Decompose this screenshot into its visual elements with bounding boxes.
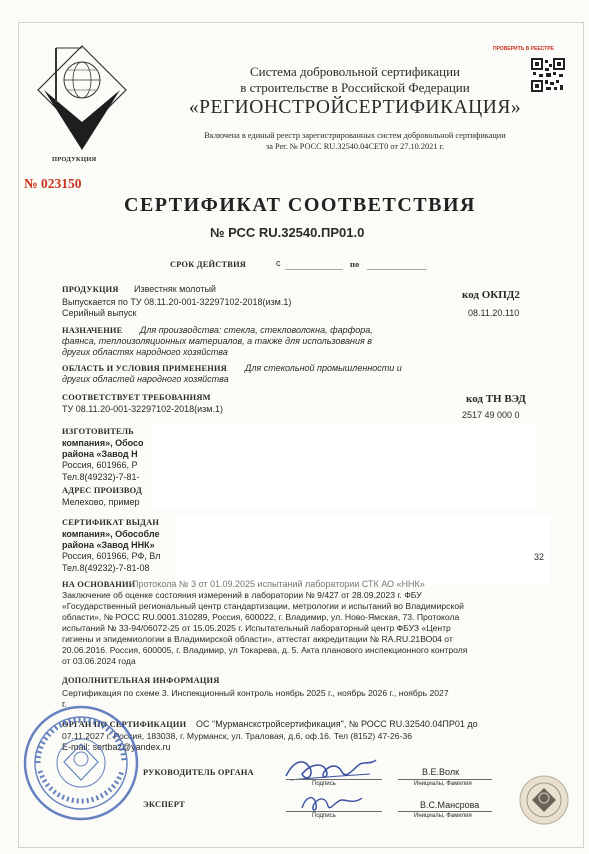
system-line-1: Система добровольной сертификации [250,64,460,79]
house-globe-logo [36,42,128,154]
purpose-line-3: других областях народного хозяйства [62,347,228,357]
certificate-number: № РСС RU.32540.ПР01.0 [210,225,365,240]
expert-name: В.С.Мансрова [420,800,480,810]
product-value: Известняк молотый [134,284,216,294]
form-number: № 023150 [24,176,82,191]
logo-caption: ПРОДУКЦИЯ [52,156,97,163]
head-sign-line [286,779,382,780]
registry-line-1: Включена в единый реестр зарегистрированных систем добровольной сертификации [204,131,506,140]
purpose-label: НАЗНАЧЕНИЕ [62,326,123,335]
body-line-3: E-mail: sertbaz@yandex.ru [62,742,171,752]
purpose-line-2: фаянса, теплоизоляционных материалов, а также для использования в [62,336,373,346]
head-initials-caption: Инициалы, Фамилия [414,781,472,787]
validity-label: СРОК ДЕЙСТВИЯ [170,260,247,269]
issued-to-line-1: компания», Обособле [62,529,160,539]
okpd-label: код ОКПД2 [462,289,520,301]
hologram-seal [518,774,570,826]
expert-sign-line [286,811,382,812]
requirements-value: ТУ 08.11.20-001-32297102-2018(изм.1) [62,404,223,414]
expert-sign-caption: Подпись [312,813,336,819]
additional-line-1: Сертификация по схеме 3. Инспекционный контроль ноябрь 2025 г., ноябрь 2026 г., ноябрь 2027 [62,688,449,698]
requirements-label: СООТВЕТСТВУЕТ ТРЕБОВАНИЯМ [62,393,211,402]
product-produced: Выпускается по ТУ 08.11.20-001-32297102-2018(изм.1) [62,297,292,307]
body-label: ОРГАН ПО СЕРТИФИКАЦИИ [62,720,187,729]
basis-line-6: гигиены и эпидемиологии в Владимирской области», аттестат аккредитации № RA.RU.21ВО04 от [62,634,453,644]
basis-line-3: «Государственный региональный центр стандартизации, метрологии и испытаний во Владимирской [62,601,464,611]
okpd-value: 08.11.20.110 [468,308,520,318]
scope-label: ОБЛАСТЬ И УСЛОВИЯ ПРИМЕНЕНИЯ [62,364,227,373]
validity-from-line [285,269,343,270]
basis-line-1: Протокола № 3 от 01.09.2025 испытаний лаборатории СТК АО «ННК» [132,579,425,589]
tnved-value: 2517 49 000 0 [462,410,520,420]
validity-to-line [367,269,427,270]
expert-initials-caption: Инициалы, Фамилия [414,813,472,819]
redaction-block-2 [176,515,550,585]
manufacturer-label: ИЗГОТОВИТЕЛЬ [62,427,134,436]
round-seal-stamp [22,704,140,822]
basis-line-4: области», № РОСС RU.0001.310289, Россия, 600022, г. Владимир, ул. Ново-Ямская, 73. Протокола [62,612,460,622]
expert-label: ЭКСПЕРТ [143,800,185,809]
basis-line-8: от 03.06.2024 года [62,656,136,666]
production-address-value: Мелехово, пример [62,497,140,507]
system-name: «РЕГИОНСТРОЙСЕРТИФИКАЦИЯ» [188,97,522,118]
basis-line-2: Заключение об оценке состояния измерений в лаборатории № 9/427 от 28.09.2023 г. ФБУ [62,590,422,600]
head-sign-caption: Подпись [312,781,336,787]
body-line-1: ОС "Мурманскстройсертификация", № РОСС RU.32540.04ПР01 до [196,719,478,729]
manufacturer-line-4: Тел.8(49232)-7-81- [62,472,140,482]
manufacturer-line-2: района «Завод Н [62,449,138,459]
additional-line-2: г. [62,699,67,709]
additional-label: ДОПОЛНИТЕЛЬНАЯ ИНФОРМАЦИЯ [62,676,220,685]
registry-line-2: за Рег. № РОСС RU.32540.04СЕТ0 от 27.10.2021 г. [265,142,445,151]
issued-to-tail: 32 [534,552,545,562]
verify-label[interactable]: ПРОВЕРИТЬ В РЕЕСТРЕ [493,46,554,52]
production-address-label: АДРЕС ПРОИЗВОД [62,486,142,495]
basis-line-5: испытаний № 33-94/06072-25 от 15.05.2025 г. Испытательный лабораторный центр ФБУЗ «Центр [62,623,451,633]
purpose-line-1: Для производства: стекла, стекловолокна, фарфора, [140,325,373,335]
certificate-title: СЕРТИФИКАТ СООТВЕТСТВИЯ [124,194,476,216]
manufacturer-line-3: Россия, 601966, Р [62,460,138,470]
issued-to-label: СЕРТИФИКАТ ВЫДАН [62,518,160,527]
head-name-line [398,779,492,780]
expert-name-line [398,811,492,812]
issued-to-line-2: района «Завод ННК» [62,540,155,550]
validity-to: по [350,260,360,269]
system-line-2: в строительстве в Российской Федерации [240,80,470,95]
manufacturer-line-1: компания», Обосо [62,438,144,448]
issued-to-line-4: Тел.8(49232)-7-81-08 [62,563,150,573]
tnved-label: код ТН ВЭД [466,393,526,405]
basis-label: НА ОСНОВАНИИ [62,580,136,589]
product-label: ПРОДУКЦИЯ [62,285,119,294]
redaction-block [152,423,537,509]
body-line-2: 07.11.2027 г. Россия, 183038, г. Мурманск, ул. Траловая, д.6, оф.16. Тел (8152) 47-26-36 [62,731,412,741]
issued-to-line-3: Россия, 601966, РФ, Вл [62,551,161,561]
head-name: В.Е.Волк [422,767,460,777]
validity-from: с [276,258,281,268]
product-serial: Серийный выпуск [62,308,137,318]
basis-line-7: 20.06.2016. Россия, 600005, г. Владимир, ул Токарева, д. 5. Акта планового инспекционного контроля [62,645,468,655]
scope-line-2: других областей народного хозяйства [62,374,229,384]
scope-line-1: Для стекольной промышленности и [245,363,402,373]
head-label: РУКОВОДИТЕЛЬ ОРГАНА [143,768,254,777]
